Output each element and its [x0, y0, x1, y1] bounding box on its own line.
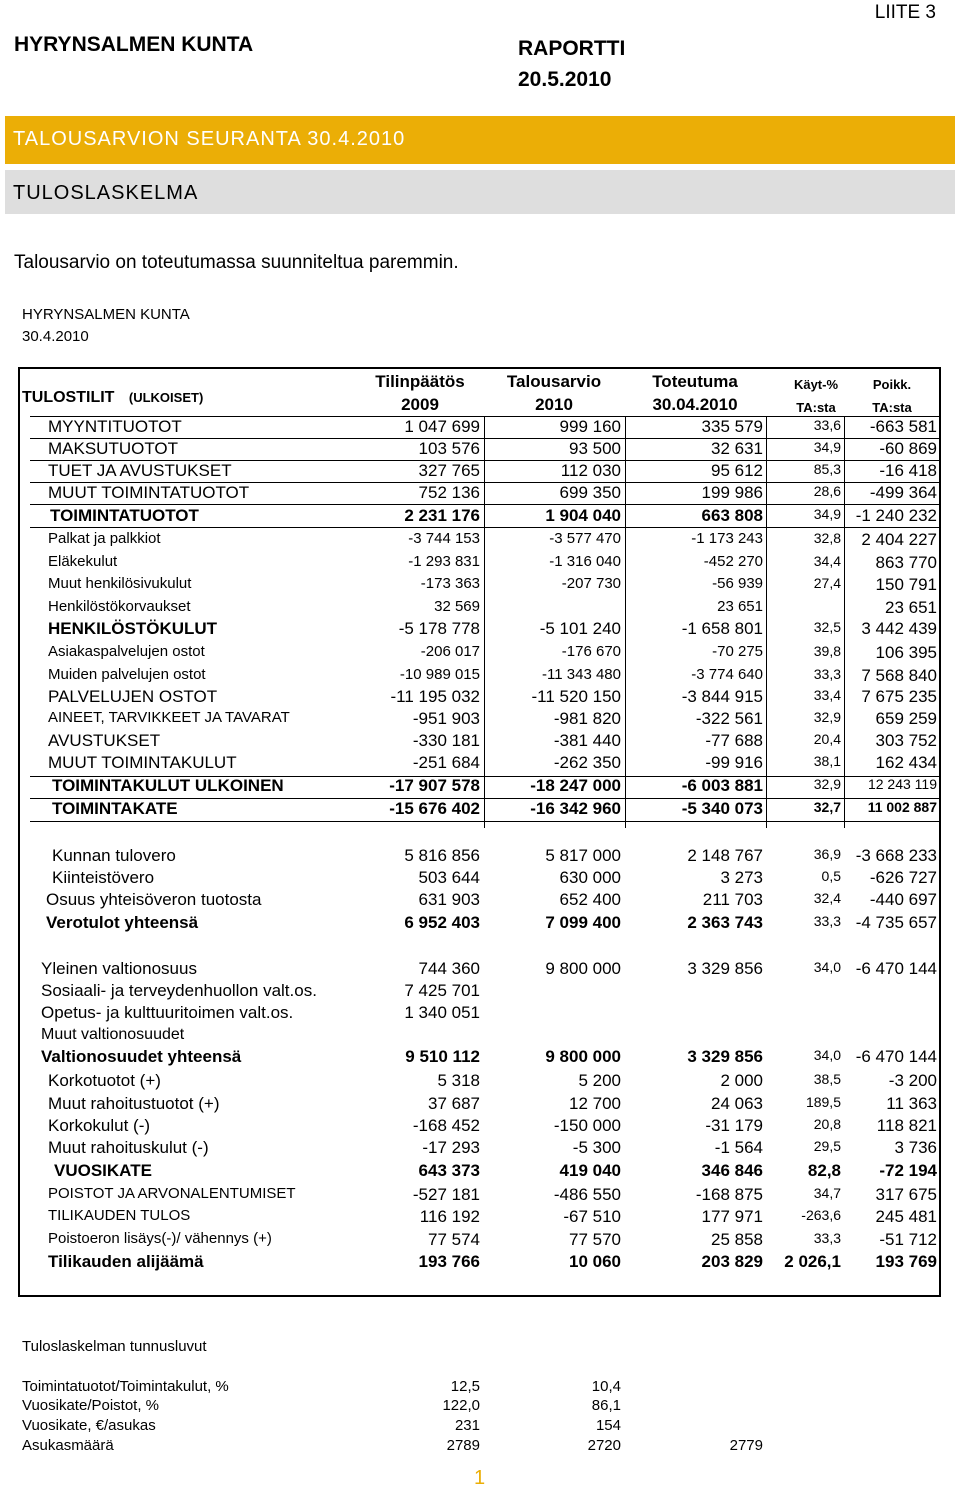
cell-toteutuma: -1 564	[714, 1138, 763, 1157]
cell-kayt: 38,5	[813, 1071, 841, 1087]
cell-poikk: 23 651	[885, 598, 937, 617]
cell-toteutuma: 211 703	[702, 890, 763, 909]
cell-toteutuma: -3 844 915	[681, 687, 763, 706]
cell-tp2009: 7 425 701	[404, 981, 480, 1000]
cell-kayt: 28,6	[813, 483, 841, 499]
cell-poikk: 11 002 887	[867, 799, 937, 815]
table-row-total	[0, 1252, 960, 1274]
cell-ta2010: -5 300	[572, 1138, 621, 1157]
cell-kayt: 29,5	[813, 1138, 841, 1154]
cell-ta2010: -11 520 150	[531, 687, 621, 706]
table-row-total	[0, 506, 960, 528]
cell-tp2009: 643 373	[418, 1161, 480, 1180]
row-label: MAKSUTUOTOT	[48, 439, 179, 458]
row-label: Osuus yhteisöveron tuotosta	[46, 890, 262, 909]
table-row	[0, 981, 960, 1003]
cell-toteutuma: -1 658 801	[681, 619, 763, 638]
row-label: TOIMINTAKULUT ULKOINEN	[52, 776, 284, 795]
cell-ta2010: 419 040	[559, 1161, 621, 1180]
table-row	[0, 553, 960, 575]
table-row	[0, 1094, 960, 1116]
cell-ta2010: -176 670	[561, 643, 621, 660]
table-row	[0, 1071, 960, 1093]
cell-poikk: 118 821	[876, 1116, 937, 1135]
cell-poikk: 2 404 227	[861, 530, 937, 549]
cell-toteutuma: -31 179	[705, 1116, 763, 1135]
cell-toteutuma: 23 651	[717, 598, 763, 615]
cell-ta2010: -16 342 960	[530, 799, 621, 818]
cell-ta2010: -67 510	[563, 1207, 621, 1226]
cell-kayt: 33,3	[813, 666, 841, 682]
row-label: Korkotuotot (+)	[48, 1071, 161, 1090]
cell-tp2009: 5 816 856	[404, 846, 480, 865]
cell-tp2009: 116 192	[419, 1207, 480, 1226]
cell-kayt: 0,5	[821, 868, 841, 884]
cell-kayt: 32,9	[813, 709, 841, 725]
cell-kayt: 85,3	[813, 461, 841, 477]
section-band	[5, 170, 955, 214]
col-header-line2: 30.04.2010	[652, 395, 738, 414]
cell-poikk: 3 736	[894, 1138, 937, 1157]
cell-kayt: 38,1	[813, 753, 841, 769]
cell-toteutuma: -5 340 073	[681, 799, 763, 818]
row-label: MYYNTITUOTOT	[48, 417, 182, 436]
cell-ta2010: 630 000	[559, 868, 621, 887]
row-label: Kiinteistövero	[52, 868, 155, 887]
row-label: Valtionosuudet yhteensä	[41, 1047, 242, 1066]
row-label: MUUT TOIMINTAKULUT	[48, 753, 237, 772]
cell-kayt: 39,8	[813, 643, 841, 659]
cell-toteutuma: 199 986	[701, 483, 763, 502]
cell-toteutuma: 32 631	[711, 439, 763, 458]
keyfigure-value-2010: 2720	[587, 1437, 621, 1454]
cell-tp2009: 77 574	[428, 1230, 480, 1249]
table-title	[22, 389, 203, 407]
cell-poikk: -626 727	[869, 868, 937, 887]
keyfigure-value-2009: 231	[454, 1417, 480, 1434]
keyfigure-label: Toimintatuotot/Toimintakulut, %	[22, 1378, 229, 1395]
cell-tp2009: 744 360	[418, 959, 480, 978]
row-label: Eläkekulut	[48, 553, 118, 570]
cell-kayt: 189,5	[805, 1094, 841, 1110]
col-header-line1: Poikk.	[872, 377, 912, 392]
cell-kayt: 34,9	[813, 439, 841, 455]
cell-kayt: 20,8	[813, 1116, 841, 1132]
cell-ta2010: -486 550	[553, 1185, 621, 1204]
cell-toteutuma: -1 173 243	[691, 530, 763, 547]
cell-toteutuma: -452 270	[703, 553, 763, 570]
col-header-line1: Toteutuma	[652, 372, 738, 391]
table-title-note: (ULKOISET)	[128, 390, 204, 405]
cell-kayt: 2 026,1	[784, 1252, 841, 1271]
cell-tp2009: -3 744 153	[408, 530, 480, 547]
cell-toteutuma: -168 875	[695, 1185, 763, 1204]
col-header-kayt	[776, 373, 856, 419]
table-row-total	[0, 776, 960, 798]
col-header-line1: Käyt-%	[793, 377, 839, 392]
cell-toteutuma: 3 273	[720, 868, 763, 887]
cell-toteutuma: 2 148 767	[687, 846, 763, 865]
cell-toteutuma: -56 939	[712, 575, 763, 592]
cell-ta2010: 12 700	[569, 1094, 621, 1113]
cell-toteutuma: -70 275	[712, 643, 763, 660]
cell-ta2010: 1 904 040	[545, 506, 621, 525]
cell-kayt: -263,6	[801, 1207, 841, 1223]
cell-poikk: -1 240 232	[855, 506, 937, 525]
cell-poikk: 245 481	[875, 1207, 937, 1226]
cell-kayt: 34,7	[813, 1185, 841, 1201]
cell-tp2009: -527 181	[412, 1185, 480, 1204]
table-row	[0, 731, 960, 753]
row-label: Kunnan tulovero	[52, 846, 176, 865]
cell-toteutuma: 2 363 743	[687, 913, 763, 932]
cell-toteutuma: -3 774 640	[691, 666, 763, 683]
cell-tp2009: 2 231 176	[404, 506, 480, 525]
cell-tp2009: 1 047 699	[404, 417, 480, 436]
row-label: Muiden palvelujen ostot	[48, 666, 206, 683]
cell-ta2010: -150 000	[553, 1116, 621, 1135]
cell-poikk: -51 712	[879, 1230, 937, 1249]
table-row	[0, 530, 960, 552]
cell-toteutuma: -6 003 881	[681, 776, 763, 795]
cell-tp2009: 103 576	[418, 439, 480, 458]
cell-poikk: -16 418	[879, 461, 937, 480]
cell-tp2009: 6 952 403	[404, 913, 480, 932]
keyfigure-value-2009: 12,5	[450, 1378, 480, 1395]
row-label: Muut rahoituskulut (-)	[48, 1138, 209, 1157]
cell-tp2009: -10 989 015	[399, 666, 480, 683]
cell-kayt: 33,3	[813, 1230, 841, 1246]
table-row	[0, 959, 960, 981]
cell-ta2010: -207 730	[561, 575, 621, 592]
cell-kayt: 33,3	[813, 913, 841, 929]
row-label: Verotulot yhteensä	[46, 913, 199, 932]
keyfigures-title: Tuloslaskelman tunnusluvut	[22, 1338, 207, 1355]
cell-kayt: 32,8	[813, 530, 841, 546]
cell-poikk: -3 200	[888, 1071, 937, 1090]
cell-kayt: 34,0	[813, 959, 841, 975]
cell-poikk: 11 363	[886, 1094, 937, 1113]
cell-tp2009: 1 340 051	[404, 1003, 480, 1022]
cell-tp2009: 631 903	[418, 890, 480, 909]
table-row-subtotal	[0, 619, 960, 641]
cell-ta2010: -5 101 240	[539, 619, 621, 638]
cell-toteutuma: 2 000	[720, 1071, 763, 1090]
row-label: TUET JA AVUSTUKSET	[48, 461, 232, 480]
table-title-text: TULOSTILIT	[22, 389, 115, 406]
table-row	[0, 846, 960, 868]
cell-tp2009: 32 569	[434, 598, 480, 615]
cell-ta2010: 9 800 000	[545, 1047, 621, 1066]
cell-kayt: 20,4	[813, 731, 841, 747]
row-label: VUOSIKATE	[54, 1161, 152, 1180]
table-row	[0, 461, 960, 483]
page-number: 1	[474, 1467, 486, 1489]
cell-poikk: 3 442 439	[861, 619, 937, 638]
table-row-total	[0, 1161, 960, 1183]
appendix-label: LIITE 3	[874, 2, 936, 23]
keyfigure-value-actual: 2779	[729, 1437, 763, 1454]
cell-ta2010: -11 343 480	[542, 666, 621, 683]
cell-kayt: 32,9	[813, 776, 841, 792]
cell-tp2009: -5 178 778	[398, 619, 480, 638]
row-label: Muut henkilösivukulut	[48, 575, 192, 592]
cell-poikk: 863 770	[875, 553, 937, 572]
table-row	[0, 890, 960, 912]
cell-kayt: 33,4	[813, 687, 841, 703]
organization-name: HYRYNSALMEN KUNTA	[14, 33, 254, 56]
table-row	[0, 598, 960, 620]
cell-tp2009: 327 765	[418, 461, 480, 480]
cell-tp2009: -11 195 032	[390, 687, 480, 706]
title-banner	[5, 116, 955, 164]
cell-ta2010: 699 350	[559, 483, 621, 502]
cell-poikk: 193 769	[875, 1252, 937, 1271]
cell-poikk: -440 697	[869, 890, 937, 909]
table-row	[0, 753, 960, 775]
cell-tp2009: -251 684	[412, 753, 480, 772]
row-label: HENKILÖSTÖKULUT	[48, 619, 218, 638]
cell-ta2010: 77 570	[569, 1230, 621, 1249]
row-label: PALVELUJEN OSTOT	[48, 687, 218, 706]
cell-ta2010: -3 577 470	[549, 530, 621, 547]
table-row	[0, 483, 960, 505]
sub-date: 30.4.2010	[22, 328, 89, 345]
cell-tp2009: -173 363	[420, 575, 480, 592]
col-header-tp2009	[350, 370, 490, 416]
table-row-subtotal	[0, 913, 960, 935]
cell-kayt: 32,7	[813, 799, 841, 815]
cell-tp2009: 5 318	[437, 1071, 480, 1090]
row-label: Asiakaspalvelujen ostot	[48, 643, 205, 660]
cell-kayt: 34,4	[813, 553, 841, 569]
cell-ta2010: -981 820	[553, 709, 621, 728]
keyfigure-value-2010: 10,4	[591, 1378, 621, 1395]
cell-poikk: -6 470 144	[855, 959, 937, 978]
cell-poikk: 150 791	[875, 575, 937, 594]
cell-toteutuma: 335 579	[701, 417, 763, 436]
cell-toteutuma: -322 561	[695, 709, 763, 728]
cell-toteutuma: -99 916	[705, 753, 763, 772]
cell-kayt: 27,4	[813, 575, 841, 591]
row-label: Palkat ja palkkiot	[48, 530, 161, 547]
cell-tp2009: 193 766	[418, 1252, 480, 1271]
table-row	[0, 1138, 960, 1160]
cell-ta2010: 5 200	[578, 1071, 621, 1090]
cell-ta2010: 10 060	[569, 1252, 621, 1271]
cell-toteutuma: 95 612	[711, 461, 763, 480]
row-label: POISTOT JA ARVONALENTUMISET	[48, 1185, 296, 1202]
table-row	[0, 709, 960, 731]
row-label: Yleinen valtionosuus	[41, 959, 197, 978]
row-label: Tilikauden alijäämä	[48, 1252, 204, 1271]
row-label: Sosiaali- ja terveydenhuollon valt.os.	[41, 981, 317, 1000]
table-row-total	[0, 799, 960, 821]
section-title: TULOSLASKELMA	[13, 182, 199, 204]
cell-ta2010: -1 316 040	[549, 553, 621, 570]
keyfigure-value-2009: 122,0	[442, 1397, 480, 1414]
cell-kayt: 36,9	[813, 846, 841, 862]
cell-poikk: 12 243 119	[867, 776, 937, 792]
cell-poikk: -499 364	[869, 483, 937, 502]
cell-tp2009: -1 293 831	[408, 553, 480, 570]
table-row	[0, 643, 960, 665]
cell-tp2009: 503 644	[418, 868, 480, 887]
cell-poikk: 7 568 840	[861, 666, 937, 685]
banner-title: TALOUSARVION SEURANTA 30.4.2010	[13, 128, 406, 150]
row-label: TOIMINTATUOTOT	[50, 506, 199, 525]
cell-tp2009: -17 293	[422, 1138, 480, 1157]
table-row	[0, 868, 960, 890]
row-label: Opetus- ja kulttuuritoimen valt.os.	[41, 1003, 294, 1022]
cell-kayt: 32,5	[813, 619, 841, 635]
cell-tp2009: 37 687	[428, 1094, 480, 1113]
cell-toteutuma: -77 688	[705, 731, 763, 750]
cell-tp2009: 9 510 112	[405, 1047, 480, 1066]
cell-kayt: 82,8	[807, 1161, 841, 1180]
table-row	[0, 1003, 960, 1025]
keyfigure-label: Vuosikate, €/asukas	[22, 1417, 156, 1434]
row-label: TOIMINTAKATE	[52, 799, 178, 818]
cell-ta2010: 999 160	[559, 417, 621, 436]
sub-organization: HYRYNSALMEN KUNTA	[22, 306, 190, 323]
cell-tp2009: 752 136	[418, 483, 480, 502]
table-row	[0, 417, 960, 439]
cell-ta2010: -18 247 000	[530, 776, 621, 795]
row-label: AINEET, TARVIKKEET JA TAVARAT	[48, 709, 290, 726]
table-row	[0, 687, 960, 709]
row-label: AVUSTUKSET	[48, 731, 161, 750]
cell-poikk: -60 869	[879, 439, 937, 458]
cell-toteutuma: 3 329 856	[687, 959, 763, 978]
cell-tp2009: -17 907 578	[389, 776, 480, 795]
table-row	[0, 1230, 960, 1252]
cell-poikk: -6 470 144	[855, 1047, 937, 1066]
col-header-line2: TA:sta	[796, 400, 836, 415]
report-heading	[518, 33, 625, 95]
keyfigure-value-2010: 86,1	[591, 1397, 621, 1414]
cell-poikk: -72 194	[879, 1161, 937, 1180]
cell-ta2010: -381 440	[553, 731, 621, 750]
col-header-line2: TA:sta	[872, 400, 912, 415]
row-label: Henkilöstökorvaukset	[48, 598, 191, 615]
cell-toteutuma: 346 846	[701, 1161, 763, 1180]
table-row	[0, 439, 960, 461]
cell-ta2010: 7 099 400	[545, 913, 621, 932]
cell-toteutuma: 203 829	[701, 1252, 763, 1271]
cell-toteutuma: 3 329 856	[687, 1047, 763, 1066]
cell-poikk: 162 434	[875, 753, 937, 772]
cell-kayt: 34,0	[813, 1047, 841, 1063]
row-label: Muut valtionosuudet	[41, 1026, 185, 1043]
col-header-line2: 2010	[535, 395, 573, 414]
cell-poikk: 303 752	[875, 731, 937, 750]
cell-poikk: 317 675	[875, 1185, 937, 1204]
cell-ta2010: 93 500	[569, 439, 621, 458]
row-label: MUUT TOIMINTATUOTOT	[48, 483, 250, 502]
col-header-line1: Talousarvio	[506, 372, 602, 391]
row-label: Poistoeron lisäys(-)/ vähennys (+)	[48, 1230, 272, 1247]
keyfigure-value-2009: 2789	[446, 1437, 480, 1454]
cell-ta2010: 9 800 000	[545, 959, 621, 978]
report-title: RAPORTTI	[518, 37, 626, 60]
col-header-ta2010	[484, 370, 624, 416]
table-row	[0, 1185, 960, 1207]
cell-tp2009: -330 181	[412, 731, 480, 750]
cell-poikk: -663 581	[869, 417, 937, 436]
cell-ta2010: 652 400	[559, 890, 621, 909]
table-row	[0, 1116, 960, 1138]
cell-toteutuma: 663 808	[701, 506, 763, 525]
row-label: TILIKAUDEN TULOS	[48, 1207, 191, 1224]
keyfigure-value-2010: 154	[595, 1417, 621, 1434]
cell-poikk: 106 395	[875, 643, 937, 662]
cell-poikk: 7 675 235	[861, 687, 937, 706]
table-row-subtotal	[0, 1047, 960, 1069]
row-label: Muut rahoitustuotot (+)	[48, 1094, 220, 1113]
cell-tp2009: -206 017	[420, 643, 480, 660]
keyfigure-label: Vuosikate/Poistot, %	[22, 1397, 160, 1414]
keyfigure-label: Asukasmäärä	[22, 1437, 114, 1454]
summary-note: Talousarvio on toteutumassa suunniteltua paremmin.	[14, 252, 459, 273]
table-row	[0, 1026, 960, 1048]
row-label: Korkokulut (-)	[48, 1116, 151, 1135]
cell-ta2010: 5 817 000	[545, 846, 621, 865]
cell-tp2009: -168 452	[412, 1116, 480, 1135]
col-header-toteutuma	[625, 370, 765, 416]
col-header-line2: 2009	[401, 395, 439, 414]
cell-kayt: 32,4	[813, 890, 841, 906]
cell-poikk: -4 735 657	[855, 913, 937, 932]
cell-poikk: 659 259	[875, 709, 937, 728]
cell-ta2010: 112 030	[560, 461, 621, 480]
table-row	[0, 1207, 960, 1229]
cell-toteutuma: 24 063	[711, 1094, 763, 1113]
cell-ta2010: -262 350	[553, 753, 621, 772]
cell-tp2009: -15 676 402	[389, 799, 480, 818]
cell-poikk: -3 668 233	[855, 846, 937, 865]
cell-kayt: 33,6	[813, 417, 841, 433]
cell-tp2009: -951 903	[412, 709, 480, 728]
cell-toteutuma: 25 858	[711, 1230, 763, 1249]
cell-toteutuma: 177 971	[701, 1207, 763, 1226]
col-header-line1: Tilinpäätös	[375, 372, 465, 391]
table-row	[0, 666, 960, 688]
cell-kayt: 34,9	[813, 506, 841, 522]
report-date: 20.5.2010	[518, 68, 612, 91]
table-row	[0, 575, 960, 597]
col-header-poikk	[852, 373, 932, 419]
